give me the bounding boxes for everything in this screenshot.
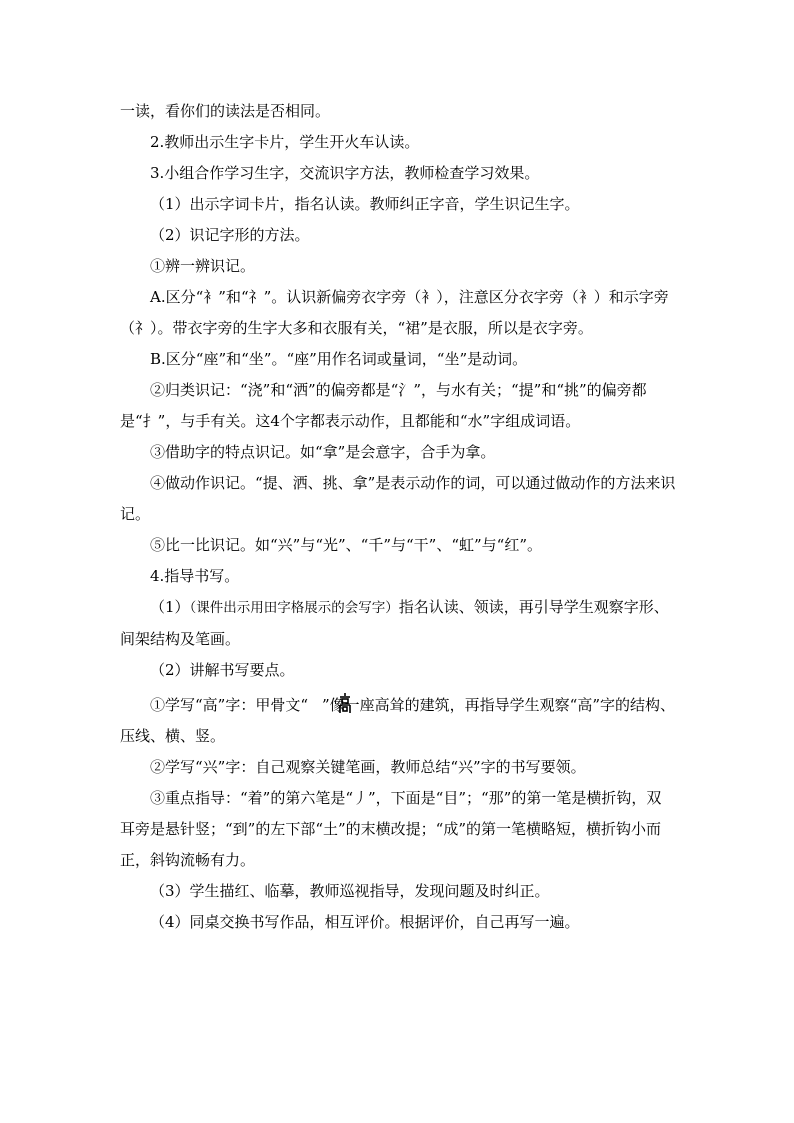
substep-2-key-points: （2）讲解书写要点。 [150,661,295,679]
step-4-writing: 4.指导书写。 [150,567,240,585]
item-a-radicals: A.区分“衤”和“礻”。认识新偏旁衣字旁（衤），注意区分衣字旁（衤）和示字旁（礻）。带衣字旁的生字大多和衣服有关，“裙”是衣服，所以是衣字旁。 [120,288,669,337]
substep-1-rest: 指名认读、领读，再引导学生观察字形、间架结构及笔画。 [120,598,669,648]
method-3-features: ③借助字的特点识记。如“拿”是会意字，合手为拿。 [150,443,496,461]
substep-1-prefix: （1） [150,598,190,616]
point-2-xing: ②学写“兴”字：自己观察关键笔画，教师总结“兴”字的书写要领。 [150,758,586,776]
point-1-text-a: ①学写“高”字：甲骨文“ [150,696,309,714]
substep-2-memory-methods: （2）识记字形的方法。 [150,226,310,244]
method-4-actions: ④做动作识记。“提、洒、挑、拿”是表示动作的词，可以通过做动作的方法来识记。 [120,474,676,523]
courseware-note: （课件出示用田字格展示的会写字） [189,600,399,616]
method-1-distinguish: ①辨一辨识记。 [150,257,256,275]
substep-3-trace-copy: （3）学生描红、临摹，教师巡视指导，发现问题及时纠正。 [150,882,550,900]
point-1-text-b: ”像一座高耸的建筑，再指导学生观察“高”字的结构、压线、横、竖。 [120,696,676,745]
point-1-gao [120,690,676,752]
method-2-classify: ②归类识记：“浇”和“洒”的偏旁都是“氵”，与水有关；“提”和“挑”的偏旁都是“扌”，与手有关。这4个字都表示动作，且都能和“水”字组成词语。 [120,381,647,430]
oracle-bone-gao-icon [308,692,322,712]
point-3-key-guidance: ③重点指导：“着”的第六笔是“丿”，下面是“目”；“那”的第一笔是横折钩，双耳旁是悬针竖；“到”的左下部“土”的末横改提；“成”的第一笔横略短，横折钩小而正，斜钩流畅有力。 [120,789,662,869]
substep-4-peer-review: （4）同桌交换书写作品，相互评价。根据评价，自己再写一遍。 [150,913,580,931]
substep-1-word-cards: （1）出示字词卡片，指名认读。教师纠正字音，学生识记生字。 [150,195,580,213]
step-3-group-study: 3.小组合作学习生字，交流识字方法，教师检查学习效果。 [150,164,540,182]
step-2-card-reading: 2.教师出示生字卡片，学生开火车认读。 [150,133,420,151]
item-b-zuo: B.区分“座”和“坐”。“座”用作名词或量词，“坐”是动词。 [150,350,528,368]
paragraph-reading: 一读，看你们的读法是否相同。 [120,102,331,120]
document-body [120,96,676,938]
method-5-compare: ⑤比一比识记。如“兴”与“光”、“千”与“干”、“虹”与“红”。 [150,536,543,554]
substep-1-courseware [120,592,676,655]
